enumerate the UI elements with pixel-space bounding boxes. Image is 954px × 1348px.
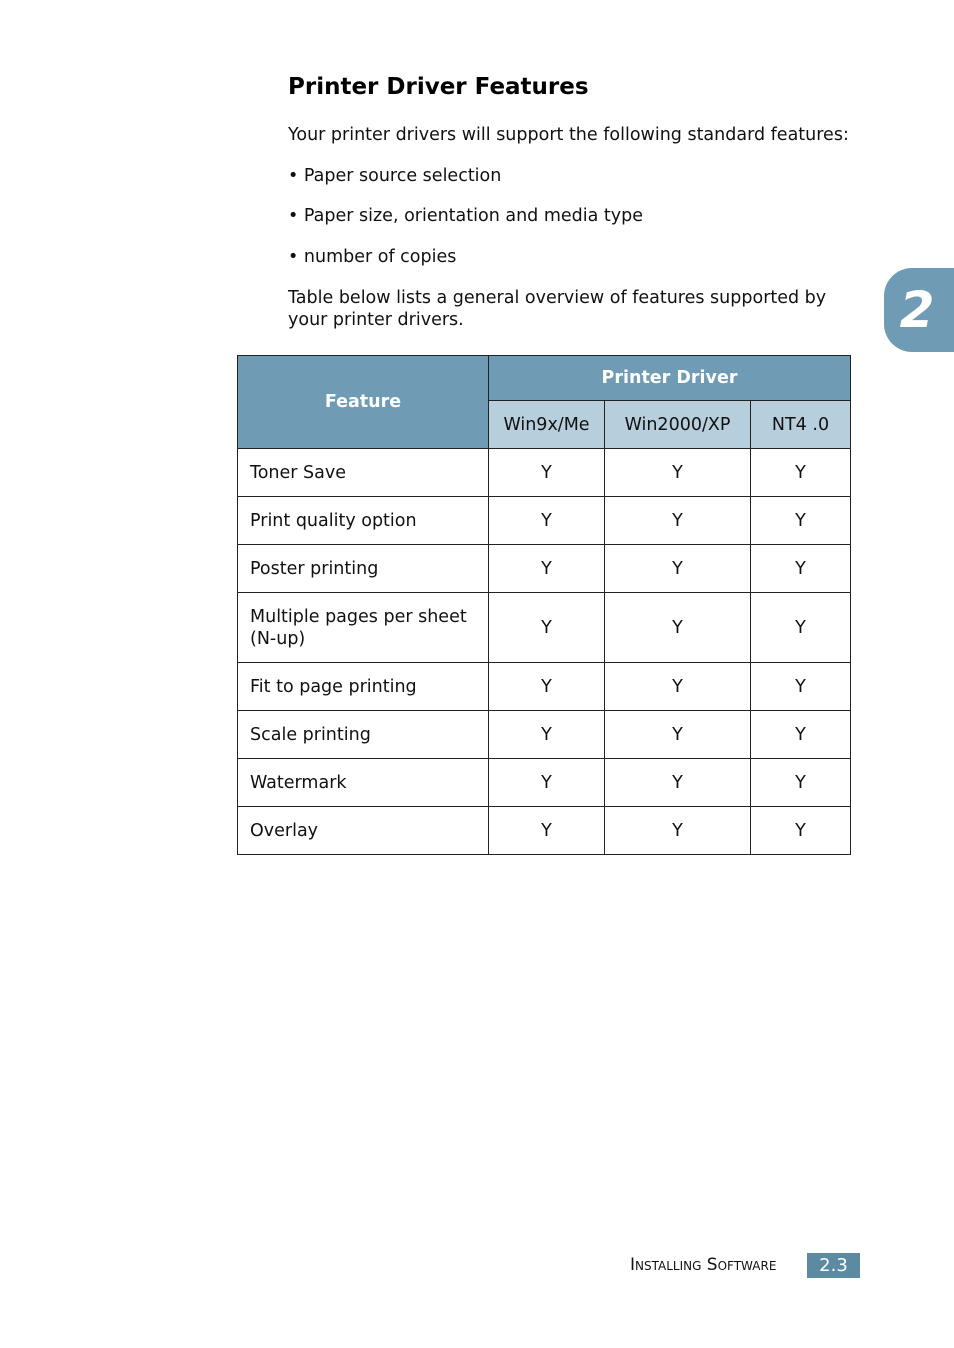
feature-column-header: Feature (238, 356, 489, 449)
table-description: Table below lists a general overview of features supported by your printer drivers. (288, 288, 827, 330)
bullet-item: • number of copies (288, 247, 457, 267)
table-row (238, 759, 851, 807)
nt4-cell: Y (751, 497, 851, 545)
win2000-cell: Y (605, 545, 751, 593)
feature-cell: Multiple pages per sheet (N-up) (238, 593, 489, 663)
win2000-cell: Y (605, 449, 751, 497)
bullet-item: • Paper size, orientation and media type (288, 206, 644, 226)
feature-cell: Fit to page printing (238, 663, 489, 711)
win9x-cell: Y (489, 663, 605, 711)
win9x-cell: Y (489, 807, 605, 855)
os-header-nt4: NT4 .0 (751, 401, 851, 449)
win2000-cell: Y (605, 807, 751, 855)
nt4-cell: Y (751, 711, 851, 759)
feature-cell: Toner Save (238, 449, 489, 497)
intro-text: Your printer drivers will support the following standard features: (288, 125, 849, 145)
feature-cell: Print quality option (238, 497, 489, 545)
os-header-win2000: Win2000/XP (605, 401, 751, 449)
win9x-cell: Y (489, 545, 605, 593)
win9x-cell: Y (489, 593, 605, 663)
feature-table (237, 355, 851, 855)
chapter-tab: 2 (884, 268, 954, 352)
win9x-cell: Y (489, 497, 605, 545)
printer-driver-header: Printer Driver (489, 356, 851, 401)
nt4-cell: Y (751, 807, 851, 855)
nt4-cell: Y (751, 663, 851, 711)
table-row (238, 663, 851, 711)
table-row (238, 593, 851, 663)
win2000-cell: Y (605, 711, 751, 759)
table-row (238, 807, 851, 855)
table-row (238, 545, 851, 593)
table-row (238, 449, 851, 497)
page-title: Printer Driver Features (288, 74, 589, 100)
win2000-cell: Y (605, 759, 751, 807)
footer-section-title: Installing Software (630, 1255, 777, 1275)
nt4-cell: Y (751, 449, 851, 497)
nt4-cell: Y (751, 593, 851, 663)
table-row (238, 711, 851, 759)
table-row (238, 497, 851, 545)
feature-cell: Watermark (238, 759, 489, 807)
win2000-cell: Y (605, 497, 751, 545)
feature-cell: Overlay (238, 807, 489, 855)
win2000-cell: Y (605, 663, 751, 711)
feature-cell: Poster printing (238, 545, 489, 593)
feature-cell: Scale printing (238, 711, 489, 759)
win9x-cell: Y (489, 759, 605, 807)
win2000-cell: Y (605, 593, 751, 663)
nt4-cell: Y (751, 759, 851, 807)
win9x-cell: Y (489, 449, 605, 497)
os-header-win9x: Win9x/Me (489, 401, 605, 449)
page-number: 2.3 (807, 1253, 860, 1278)
win9x-cell: Y (489, 711, 605, 759)
bullet-item: • Paper source selection (288, 166, 502, 186)
table-header-row (238, 356, 851, 401)
nt4-cell: Y (751, 545, 851, 593)
